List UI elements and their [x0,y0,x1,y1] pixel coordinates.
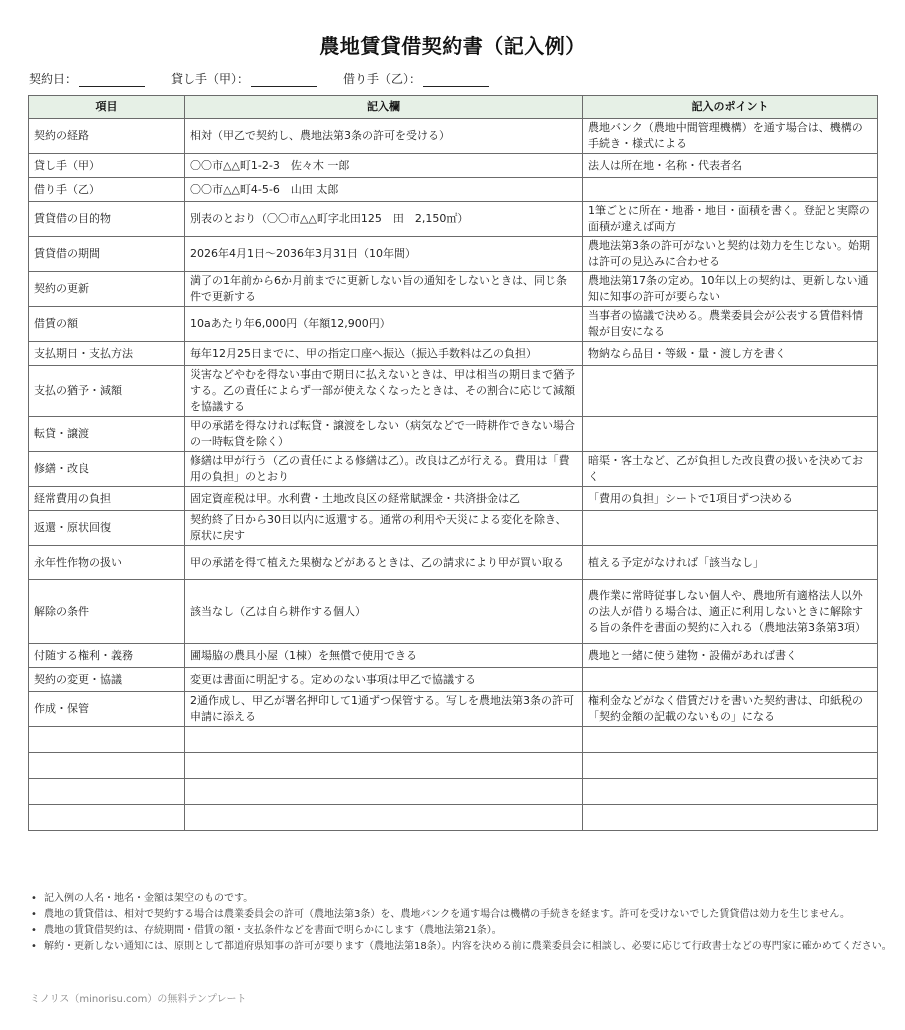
row-point-cell[interactable]: 「費用の負担」シートで1項目ずつ決める [583,487,878,511]
blank-table-row [29,727,878,753]
row-point-cell[interactable]: 法人は所在地・名称・代表者名 [583,154,878,178]
table-row [29,237,878,272]
table-row [29,178,878,202]
notes-list [28,892,893,956]
row-item-cell[interactable]: 契約の更新 [29,272,185,307]
row-item-cell[interactable]: 賃貸借の目的物 [29,202,185,237]
row-point-cell[interactable] [583,366,878,417]
row-point-cell[interactable]: 農地と一緒に使う建物・設備があれば書く [583,644,878,668]
footer-credit: ミノリス（minorisu.com）の無料テンプレート [30,994,247,1005]
table-row [29,366,878,417]
lessor-blank [251,74,317,87]
row-entry-cell[interactable]: 〇〇市△△町1-2-3 佐々木 一郎 [185,154,583,178]
contract-date-label: 契約日： [29,72,78,86]
row-item-cell[interactable]: 契約の変更・協議 [29,668,185,692]
row-entry-cell[interactable]: 契約終了日から30日以内に返還する。通常の利用や天災による変化を除き、原状に戻す [185,511,583,546]
row-item-cell[interactable]: 契約の経路 [29,119,185,154]
row-item-cell[interactable]: 経常費用の負担 [29,487,185,511]
row-point-cell[interactable]: 農地法第3条の許可がないと契約は効力を生じない。始期は許可の見込みに合わせる [583,237,878,272]
table-row [29,487,878,511]
row-item-cell[interactable]: 転貸・譲渡 [29,417,185,452]
table-row [29,119,878,154]
row-entry-cell[interactable]: 圃場脇の農具小屋（1棟）を無償で使用できる [185,644,583,668]
row-item-cell[interactable]: 貸し手（甲） [29,154,185,178]
table-header-row [29,96,878,119]
table-row [29,668,878,692]
row-point-cell[interactable]: 暗渠・客土など、乙が負担した改良費の扱いを決めておく [583,452,878,487]
row-entry-cell[interactable]: 相対（甲乙で契約し、農地法第3条の許可を受ける） [185,119,583,154]
document-title: 農地賃貸借契約書（記入例） [319,34,586,58]
blank-cell[interactable] [29,805,185,831]
row-item-cell[interactable]: 解除の条件 [29,580,185,644]
blank-table-row [29,805,878,831]
row-entry-cell[interactable]: 2026年4月1日〜2036年3月31日（10年間） [185,237,583,272]
row-item-cell[interactable]: 借賃の額 [29,307,185,342]
table-row [29,546,878,580]
row-entry-cell[interactable]: 災害などやむを得ない事由で期日に払えないときは、甲は相当の期日まで猶予する。乙の責任によらず一部が使えなくなったときは、その割合に応じて減額を協議する [185,366,583,417]
lessee-label: 借り手（乙）： [343,72,422,86]
table-row [29,644,878,668]
blank-cell[interactable] [185,805,583,831]
row-entry-cell[interactable]: 変更は書面に明記する。定めのない事項は甲乙で協議する [185,668,583,692]
table-row [29,580,878,644]
lessee-field [343,70,489,87]
note-item: • 農地の賃貸借は、相対で契約する場合は農業委員会の許可（農地法第3条）を、農地バンクを通す場合は機構の手続きを経ます。許可を受けないでした賃貸借は効力を生じません。 [44,908,893,922]
row-entry-cell[interactable]: 毎年12月25日までに、甲の指定口座へ振込（振込手数料は乙の負担） [185,342,583,366]
blank-cell[interactable] [29,779,185,805]
row-item-cell[interactable]: 支払期日・支払方法 [29,342,185,366]
row-entry-cell[interactable]: 甲の承諾を得なければ転貸・譲渡をしない（病気などで一時耕作できない場合の一時転貸を除く） [185,417,583,452]
contract-meta-line [29,70,515,87]
row-entry-cell[interactable]: 〇〇市△△町4-5-6 山田 太郎 [185,178,583,202]
lessee-blank [423,74,489,87]
row-point-cell[interactable]: 物納なら品目・等級・量・渡し方を書く [583,342,878,366]
row-point-cell[interactable]: 1筆ごとに所在・地番・地目・面積を書く。登記と実際の面積が違えば両方 [583,202,878,237]
note-item: • 農地の賃貸借契約は、存続期間・借賃の額・支払条件などを書面で明らかにします（農地法第21条）。 [44,924,893,938]
header-entry: 記入欄 [185,96,583,119]
row-item-cell[interactable]: 修繕・改良 [29,452,185,487]
row-item-cell[interactable]: 付随する権利・義務 [29,644,185,668]
contract-date-field [29,70,145,87]
table-row [29,511,878,546]
row-entry-cell[interactable]: 別表のとおり（〇〇市△△町字北田125 田 2,150㎡） [185,202,583,237]
table-row [29,154,878,178]
blank-cell[interactable] [583,805,878,831]
blank-cell[interactable] [185,753,583,779]
table-row [29,307,878,342]
row-item-cell[interactable]: 借り手（乙） [29,178,185,202]
row-item-cell[interactable]: 支払の猶予・減額 [29,366,185,417]
row-point-cell[interactable]: 農地法第17条の定め。10年以上の契約は、更新しない通知に知事の許可が要らない [583,272,878,307]
row-point-cell[interactable] [583,178,878,202]
row-item-cell[interactable]: 永年性作物の扱い [29,546,185,580]
blank-cell[interactable] [185,779,583,805]
blank-table-row [29,753,878,779]
row-point-cell[interactable]: 植える予定がなければ「該当なし」 [583,546,878,580]
table-body [29,119,878,831]
row-entry-cell[interactable]: 2通作成し、甲乙が署名押印して1通ずつ保管する。写しを農地法第3条の許可申請に添える [185,692,583,727]
row-point-cell[interactable]: 当事者の協議で決める。農業委員会が公表する賃借料情報が目安になる [583,307,878,342]
blank-cell[interactable] [29,727,185,753]
row-entry-cell[interactable]: 甲の承諾を得て植えた果樹などがあるときは、乙の請求により甲が買い取る [185,546,583,580]
table-row [29,202,878,237]
lessor-field [171,70,317,87]
row-item-cell[interactable]: 賃貸借の期間 [29,237,185,272]
lessor-label: 貸し手（甲）： [171,72,250,86]
blank-cell[interactable] [29,753,185,779]
row-point-cell[interactable] [583,668,878,692]
blank-cell[interactable] [583,779,878,805]
header-point: 記入のポイント [583,96,878,119]
blank-cell[interactable] [583,727,878,753]
table-row [29,692,878,727]
blank-cell[interactable] [185,727,583,753]
row-item-cell[interactable]: 作成・保管 [29,692,185,727]
blank-cell[interactable] [583,753,878,779]
row-point-cell[interactable]: 農地バンク（農地中間管理機構）を通す場合は、機構の手続き・様式による [583,119,878,154]
row-entry-cell[interactable]: 10aあたり年6,000円（年額12,900円） [185,307,583,342]
row-point-cell[interactable] [583,417,878,452]
row-entry-cell[interactable]: 修繕は甲が行う（乙の責任による修繕は乙）。改良は乙が行える。費用は「費用の負担」のとおり [185,452,583,487]
row-point-cell[interactable]: 権利金などがなく借賃だけを書いた契約書は、印紙税の「契約金額の記載のないもの」になる [583,692,878,727]
row-point-cell[interactable]: 農作業に常時従事しない個人や、農地所有適格法人以外の法人が借りる場合は、適正に利用しないときに解除する旨の条件を書面の契約に入れる（農地法第3条第3項） [583,580,878,644]
blank-table-row [29,779,878,805]
row-point-cell[interactable] [583,511,878,546]
contract-date-blank [79,74,145,87]
row-entry-cell[interactable]: 固定資産税は甲。水利費・土地改良区の経常賦課金・共済掛金は乙 [185,487,583,511]
table-row [29,272,878,307]
note-item: • 記入例の人名・地名・金額は架空のものです。 [44,892,893,906]
row-entry-cell[interactable]: 満了の1年前から6か月前までに更新しない旨の通知をしないときは、同じ条件で更新する [185,272,583,307]
note-item: • 解約・更新しない通知には、原則として都道府県知事の許可が要ります（農地法第18条）。内容を決める前に農業委員会に相談し、必要に応じて行政書士などの専門家に確かめてください。 [44,940,893,954]
table-row [29,452,878,487]
header-item: 項目 [29,96,185,119]
table-row [29,342,878,366]
table-row [29,417,878,452]
row-item-cell[interactable]: 返還・原状回復 [29,511,185,546]
row-entry-cell[interactable]: 該当なし（乙は自ら耕作する個人） [185,580,583,644]
contract-table [28,95,878,831]
